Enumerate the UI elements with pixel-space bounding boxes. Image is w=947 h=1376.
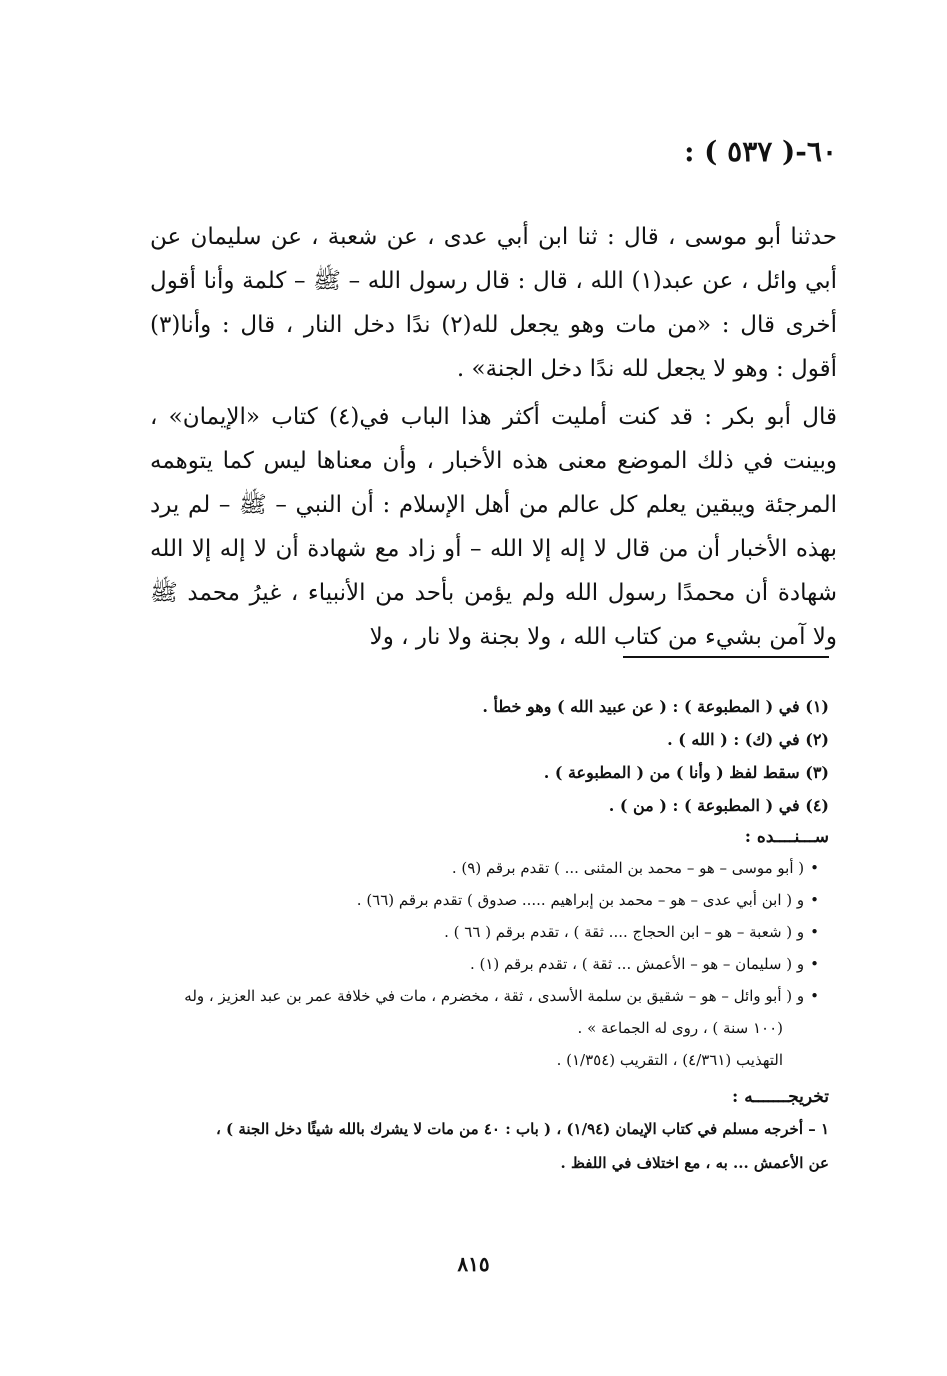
hadith-number: ٦٠-( ٥٣٧ ) : xyxy=(684,135,837,168)
sanad-item-text: و ( شعبة – هو – ابن الحجاج .... ثقة ) ، تقدم برقم ( ٦٦ ) . xyxy=(444,923,805,941)
sanad-item-text: و ( ابن أبي عدى – هو – محمد بن إبراهيم ..... صدوق ) تقدم برقم (٦٦) . xyxy=(356,891,805,909)
sanad-item xyxy=(120,884,819,916)
bullet-icon: • xyxy=(810,923,819,941)
sanad-list xyxy=(120,852,829,1076)
bullet-icon: • xyxy=(810,891,819,909)
sanad-item xyxy=(120,980,819,1012)
footnote-3: (٣) سقط لفظ ( وأنا ) من ( المطبوعة ) . xyxy=(543,763,829,782)
takhrij-line-2: عن الأعمش ... به ، مع اختلاف في اللفظ . xyxy=(560,1154,829,1172)
sanad-title: ســـنــــده : xyxy=(744,827,829,847)
bullet-icon: • xyxy=(810,955,819,973)
sanad-item-text: و ( سليمان – هو – الأعمش ... ثقة ) ، تقدم برقم (١) . xyxy=(469,955,805,973)
sanad-continuation: (١٠٠ سنة ) ، روى له الجماعة » . xyxy=(577,1019,783,1037)
page-number: ٨١٥ xyxy=(457,1252,490,1276)
sanad-item xyxy=(120,916,819,948)
takhrij-line-1: ١ – أخرجه مسلم في كتاب الإيمان (١/٩٤) ، ( باب : ٤٠ من مات لا يشرك بالله شيئًا دخل الجنة ) ، xyxy=(215,1120,829,1138)
bullet-icon: • xyxy=(810,859,819,877)
takhrij-title: تخريجـــــــه : xyxy=(732,1087,829,1107)
footnote-separator xyxy=(623,656,829,658)
footnote-2: (٢) في (ك) : ( الله ) . xyxy=(667,730,829,749)
sanad-item xyxy=(120,948,819,980)
bullet-icon: • xyxy=(810,987,819,1005)
paragraph-2: قال أبو بكر : قد كنت أمليت أكثر هذا الباب في(٤) كتاب «الإيمان» ، وبينت في ذلك الموضع معنى هذه الأخبار ، وأن معناها ليس كما يتوهمه المرجئة ويبقين يعلم كل عالم من أهل الإسلام : أن النبي – ﷺ – لم يرد بهذه الأخبار أن من قال لا إله إلا الله – أو زاد مع شهادة أن لا إله إلا الله شهادة أن محمدًا رسول الله ولم يؤمن بأحد من الأنبياء ، غيرُ محمد ﷺ ولا آمن بشيء من كتاب الله ، ولا بجنة ولا نار ، ولا xyxy=(150,404,837,650)
footnotes-section xyxy=(120,690,829,1180)
footnote-4: (٤) في ( المطبوعة ) : ( من ) . xyxy=(608,796,829,815)
paragraph-1: حدثنا أبو موسى ، قال : ثنا ابن أبي عدى ، عن شعبة ، عن سليمان عن أبي وائل ، عن عبد(١) الله ، قال : قال رسول الله – ﷺ – كلمة وأنا أقول أخرى قال : «من مات وهو يجعل لله(٢) ندًا دخل النار ، قال : وأنا(٣) أقول : وهو لا يجعل لله ندًا دخل الجنة» . xyxy=(150,224,838,382)
main-text xyxy=(150,215,837,659)
footnote-1: (١) في ( المطبوعة ) : ( عن عبيد الله ) وهو خطأ . xyxy=(482,697,829,716)
sanad-item-text: و ( أبو وائل – هو – شقيق بن سلمة الأسدى ، ثقة ، مخضرم ، مات في خلافة عمر بن عبد العزيز ، وله xyxy=(184,987,805,1005)
sanad-references: التهذيب (٤/٣٦١) ، التقريب (١/٣٥٤) . xyxy=(556,1051,783,1069)
sanad-item xyxy=(120,852,819,884)
sanad-item-text: ( أبو موسى – هو – محمد بن المثنى ... ) تقدم برقم (٩) . xyxy=(451,859,805,877)
